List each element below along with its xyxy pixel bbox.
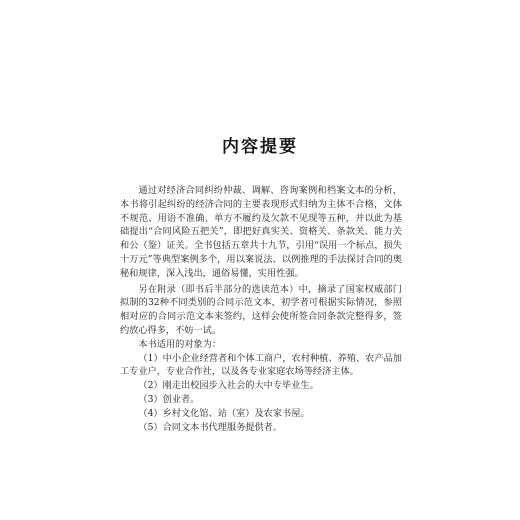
audience-item-1: （1）中小企业经营者和个体工商户，农村种植、养殖、农产品加工专业户，专业合作社，以及各专业家庭农场等经济主体。 — [120, 352, 402, 378]
summary-paragraph-2: 另在附录（即书后半部分的选读范本）中，摘录了国家权威部门拟制的32种不同类别的合同示范文本，初学者可根据实际情况，参照相对应的合同示范文本来签约，这样会使所签合同条款完整得多，签约放心得多，不妨一试。 — [120, 283, 402, 336]
audience-list — [120, 352, 402, 435]
audience-item-4: （4）乡村文化馆、站（室）及农家书屋。 — [138, 407, 310, 419]
audience-intro: 本书适用的对象为： — [138, 338, 222, 350]
summary-body — [120, 184, 402, 434]
audience-item-3: （3）创业者。 — [138, 393, 200, 405]
page-title: 内容提要 — [222, 137, 298, 157]
summary-paragraph-1: 通过对经济合同纠纷仲裁、调解、咨询案例和档案文本的分析，本书将引起纠纷的经济合同的主要表现形式归纳为主体不合格，文体不规范、用语不准确、单方不履约及欠款不见现等五种，并以此为基础提出“合同风险五把关”，即把好真实关、资格关、条款关、能力关和公（鉴）证关。全书包括五章共十九节，引用“误用一个标点，损失十万元”等典型案例多个，用以案说法、以例推理的手法探讨合同的奥秘和规律，深入浅出，通俗易懂，实用性强。 — [120, 185, 402, 279]
audience-item-2: （2）刚走出校园步入社会的大中专毕业生。 — [138, 380, 319, 392]
audience-item-5: （5）合同文本书代理服务提供者。 — [138, 421, 283, 433]
